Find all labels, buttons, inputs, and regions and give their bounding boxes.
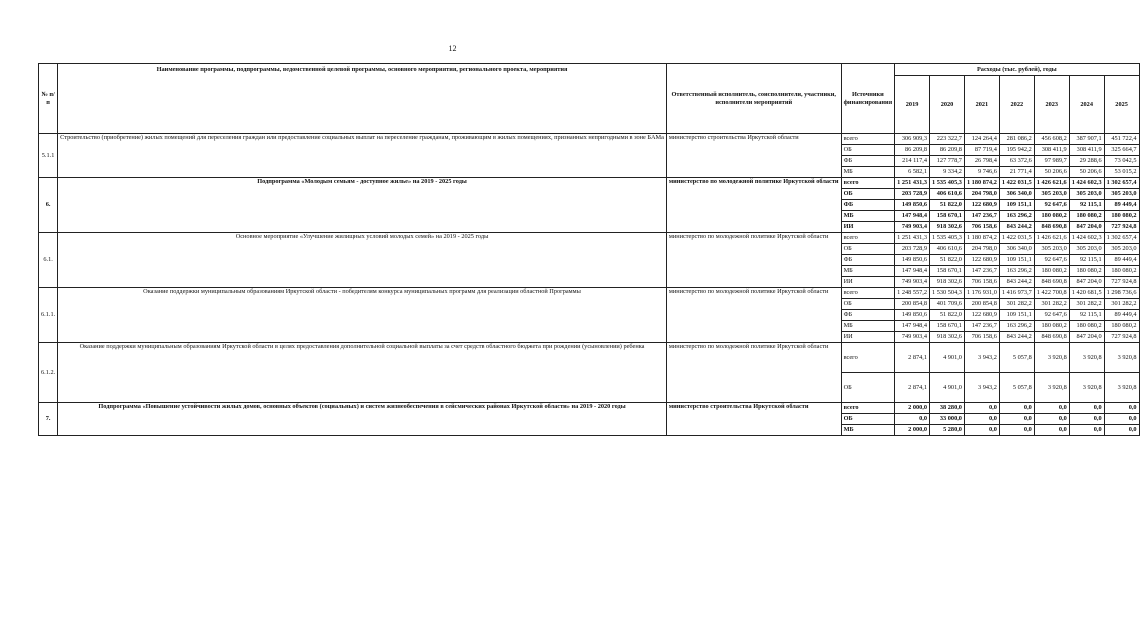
expense-value: 1 251 431,3 xyxy=(895,178,930,189)
expense-value: 147 236,7 xyxy=(964,211,999,222)
expense-value: 147 948,4 xyxy=(895,321,930,332)
expense-value: 706 158,6 xyxy=(964,277,999,288)
expense-value: 1 298 736,6 xyxy=(1104,288,1139,299)
expense-value: 53 015,2 xyxy=(1104,167,1139,178)
header-year: 2023 xyxy=(1034,76,1069,134)
table-row xyxy=(39,288,1140,299)
header-org: Ответственный исполнитель, соисполнители, участники, исполнители мероприятий xyxy=(666,64,841,134)
item-executor: министерство по молодежной политике Иркутской области xyxy=(666,343,841,403)
expense-value: 847 204,0 xyxy=(1069,332,1104,343)
table-row xyxy=(39,233,1140,244)
expense-value: 1 251 431,3 xyxy=(895,233,930,244)
funding-source: МБ xyxy=(841,321,895,332)
expense-value: 749 903,4 xyxy=(895,332,930,343)
expense-value: 9 746,6 xyxy=(964,167,999,178)
expense-value: 706 158,6 xyxy=(964,222,999,233)
expense-value: 124 264,4 xyxy=(964,134,999,145)
funding-source: ОБ xyxy=(841,189,895,200)
funding-source: МБ xyxy=(841,211,895,222)
funding-source: ОБ xyxy=(841,299,895,310)
header-year: 2021 xyxy=(964,76,999,134)
table-row xyxy=(39,134,1140,145)
expense-value: 1 302 657,4 xyxy=(1104,233,1139,244)
expense-value: 163 296,2 xyxy=(999,211,1034,222)
expense-value: 1 422 031,5 xyxy=(999,233,1034,244)
funding-source: МБ xyxy=(841,425,895,436)
funding-source: ОБ xyxy=(841,373,895,403)
expense-value: 3 920,8 xyxy=(1104,373,1139,403)
expense-value: 843 244,2 xyxy=(999,277,1034,288)
expense-value: 50 206,6 xyxy=(1034,167,1069,178)
expense-value: 204 798,0 xyxy=(964,189,999,200)
expense-value: 26 798,4 xyxy=(964,156,999,167)
item-code: 6. xyxy=(39,178,58,233)
funding-source: всего xyxy=(841,343,895,373)
expense-value: 1 530 504,3 xyxy=(930,288,965,299)
expense-value: 147 236,7 xyxy=(964,321,999,332)
item-code: 7. xyxy=(39,403,58,436)
expense-value: 38 280,0 xyxy=(930,403,965,414)
expense-value: 5 280,0 xyxy=(930,425,965,436)
expense-value: 147 948,4 xyxy=(895,266,930,277)
funding-source: ОБ xyxy=(841,414,895,425)
expense-value: 2 874,1 xyxy=(895,373,930,403)
expense-value: 92 115,1 xyxy=(1069,310,1104,321)
expense-value: 163 296,2 xyxy=(999,266,1034,277)
funding-source: МБ xyxy=(841,266,895,277)
expense-value: 89 449,4 xyxy=(1104,310,1139,321)
expense-value: 180 080,2 xyxy=(1034,321,1069,332)
expense-value: 305 203,0 xyxy=(1069,189,1104,200)
expense-value: 325 664,7 xyxy=(1104,145,1139,156)
expense-value: 1 535 405,3 xyxy=(930,233,965,244)
funding-source: ФБ xyxy=(841,255,895,266)
expense-value: 109 151,1 xyxy=(999,255,1034,266)
expense-value: 301 282,2 xyxy=(1034,299,1069,310)
funding-source: всего xyxy=(841,134,895,145)
expense-value: 204 798,0 xyxy=(964,244,999,255)
expense-value: 306 909,3 xyxy=(895,134,930,145)
expense-value: 1 180 874,2 xyxy=(964,233,999,244)
table-row xyxy=(39,343,1140,373)
funding-source: ОБ xyxy=(841,145,895,156)
expense-value: 223 322,7 xyxy=(930,134,965,145)
expense-value: 1 302 657,4 xyxy=(1104,178,1139,189)
header-num: № п/п xyxy=(39,64,58,134)
expense-value: 180 080,2 xyxy=(1104,321,1139,332)
funding-source: ФБ xyxy=(841,156,895,167)
item-name: Основное мероприятие «Улучшение жилищных условий молодых семей» на 2019 - 2025 годы xyxy=(58,233,667,288)
header-source: Источники финансирования xyxy=(841,64,895,134)
expense-value: 163 296,2 xyxy=(999,321,1034,332)
expense-value: 0,0 xyxy=(1069,403,1104,414)
expense-value: 200 854,8 xyxy=(895,299,930,310)
expense-value: 180 080,2 xyxy=(1069,321,1104,332)
expense-value: 86 209,8 xyxy=(895,145,930,156)
item-code: 6.1. xyxy=(39,233,58,288)
expense-value: 2 000,0 xyxy=(895,403,930,414)
expense-value: 305 203,0 xyxy=(1104,244,1139,255)
header-year: 2025 xyxy=(1104,76,1139,134)
expense-value: 0,0 xyxy=(1034,403,1069,414)
expense-value: 406 610,6 xyxy=(930,244,965,255)
expense-value: 21 771,4 xyxy=(999,167,1034,178)
expense-value: 727 924,8 xyxy=(1104,277,1139,288)
expense-value: 50 206,6 xyxy=(1069,167,1104,178)
expense-value: 92 647,6 xyxy=(1034,255,1069,266)
expense-value: 0,0 xyxy=(999,403,1034,414)
expense-value: 147 236,7 xyxy=(964,266,999,277)
expense-value: 127 778,7 xyxy=(930,156,965,167)
expense-value: 848 690,8 xyxy=(1034,222,1069,233)
expense-value: 3 920,8 xyxy=(1069,373,1104,403)
funding-source: ФБ xyxy=(841,200,895,211)
expense-value: 3 920,8 xyxy=(1034,373,1069,403)
expense-value: 1 176 931,0 xyxy=(964,288,999,299)
expense-value: 86 209,8 xyxy=(930,145,965,156)
expense-value: 5 057,8 xyxy=(999,343,1034,373)
expense-value: 847 204,0 xyxy=(1069,222,1104,233)
expense-value: 727 924,8 xyxy=(1104,222,1139,233)
expense-value: 3 920,8 xyxy=(1034,343,1069,373)
table-row xyxy=(39,403,1140,414)
expense-value: 51 822,0 xyxy=(930,310,965,321)
expense-value: 1 424 602,3 xyxy=(1069,233,1104,244)
expense-value: 158 670,1 xyxy=(930,266,965,277)
expense-value: 848 690,8 xyxy=(1034,277,1069,288)
expense-value: 456 608,2 xyxy=(1034,134,1069,145)
expense-value: 1 422 700,8 xyxy=(1034,288,1069,299)
expense-value: 1 422 031,5 xyxy=(999,178,1034,189)
funding-source: ИИ xyxy=(841,222,895,233)
expense-value: 1 420 681,5 xyxy=(1069,288,1104,299)
expense-value: 214 117,4 xyxy=(895,156,930,167)
header-year: 2024 xyxy=(1069,76,1104,134)
expense-value: 158 670,1 xyxy=(930,321,965,332)
expense-value: 3 943,2 xyxy=(964,373,999,403)
expense-value: 92 115,1 xyxy=(1069,200,1104,211)
expense-value: 301 282,2 xyxy=(1104,299,1139,310)
expense-value: 4 901,0 xyxy=(930,343,965,373)
expense-value: 92 647,6 xyxy=(1034,310,1069,321)
expense-value: 3 920,8 xyxy=(1069,343,1104,373)
expense-value: 305 203,0 xyxy=(1034,244,1069,255)
expense-value: 180 080,2 xyxy=(1069,266,1104,277)
expense-value: 3 920,8 xyxy=(1104,343,1139,373)
item-code: 6.1.2. xyxy=(39,343,58,403)
item-executor: министерство по молодежной политике Иркутской области xyxy=(666,233,841,288)
expense-value: 305 203,0 xyxy=(1034,189,1069,200)
expense-value: 5 057,8 xyxy=(999,373,1034,403)
expense-value: 200 854,8 xyxy=(964,299,999,310)
expense-value: 0,0 xyxy=(999,414,1034,425)
expense-value: 180 080,2 xyxy=(1034,211,1069,222)
expense-value: 6 582,1 xyxy=(895,167,930,178)
expense-value: 122 680,9 xyxy=(964,200,999,211)
expense-value: 0,0 xyxy=(1034,414,1069,425)
expense-value: 0,0 xyxy=(1104,414,1139,425)
funding-source: всего xyxy=(841,233,895,244)
expense-value: 51 822,0 xyxy=(930,255,965,266)
expense-value: 149 850,6 xyxy=(895,310,930,321)
expense-value: 918 302,6 xyxy=(930,332,965,343)
expense-value: 109 151,1 xyxy=(999,200,1034,211)
expense-value: 122 680,9 xyxy=(964,255,999,266)
expense-value: 1 248 557,2 xyxy=(895,288,930,299)
funding-source: всего xyxy=(841,288,895,299)
expense-value: 29 288,6 xyxy=(1069,156,1104,167)
expense-value: 301 282,2 xyxy=(1069,299,1104,310)
expense-value: 73 042,5 xyxy=(1104,156,1139,167)
expense-value: 97 989,7 xyxy=(1034,156,1069,167)
expense-value: 727 924,8 xyxy=(1104,332,1139,343)
expense-value: 0,0 xyxy=(1104,403,1139,414)
budget-table xyxy=(38,63,1140,436)
item-name: Оказание поддержки муниципальным образованиям Иркутской области в целях предоставления дополнительной социальной выплаты за счет средств областного бюджета при рождении (усыновлении) ребенка xyxy=(58,343,667,403)
expense-value: 843 244,2 xyxy=(999,332,1034,343)
expense-value: 203 728,9 xyxy=(895,189,930,200)
item-name: Строительство (приобретение) жилых помещений для переселения граждан или предоставление социальных выплат на переселение гражданам, проживающим в жилых помещениях, признанных непригодными в зоне БАМа xyxy=(58,134,667,178)
expense-value: 308 411,9 xyxy=(1069,145,1104,156)
expense-value: 0,0 xyxy=(1104,425,1139,436)
funding-source: ФБ xyxy=(841,310,895,321)
expense-value: 2 874,1 xyxy=(895,343,930,373)
expense-value: 87 719,4 xyxy=(964,145,999,156)
item-name: Подпрограмма «Молодым семьям - доступное жилье» на 2019 - 2025 годы xyxy=(58,178,667,233)
expense-value: 3 943,2 xyxy=(964,343,999,373)
expense-value: 0,0 xyxy=(1034,425,1069,436)
expense-value: 180 080,2 xyxy=(1104,266,1139,277)
item-code: 6.1.1. xyxy=(39,288,58,343)
expense-value: 1 426 621,6 xyxy=(1034,233,1069,244)
expense-value: 1 535 405,3 xyxy=(930,178,965,189)
expense-value: 301 282,2 xyxy=(999,299,1034,310)
expense-value: 387 907,1 xyxy=(1069,134,1104,145)
item-executor: министерство по молодежной политике Иркутской области xyxy=(666,178,841,233)
expense-value: 122 680,9 xyxy=(964,310,999,321)
expense-value: 1 426 621,6 xyxy=(1034,178,1069,189)
expense-value: 1 424 602,3 xyxy=(1069,178,1104,189)
expense-value: 4 901,0 xyxy=(930,373,965,403)
item-name: Подпрограмма «Повышение устойчивости жилых домов, основных объектов (социальных) и систем жизнеобеспечения в сейсмических районах Иркутской области» на 2019 - 2020 годы xyxy=(58,403,667,436)
expense-value: 109 151,1 xyxy=(999,310,1034,321)
expense-value: 89 449,4 xyxy=(1104,255,1139,266)
expense-value: 1 416 973,7 xyxy=(999,288,1034,299)
expense-value: 306 340,0 xyxy=(999,189,1034,200)
expense-value: 33 000,0 xyxy=(930,414,965,425)
funding-source: всего xyxy=(841,178,895,189)
expense-value: 1 180 874,2 xyxy=(964,178,999,189)
item-executor: министерство строительства Иркутской области xyxy=(666,134,841,178)
expense-value: 749 903,4 xyxy=(895,222,930,233)
expense-value: 308 411,9 xyxy=(1034,145,1069,156)
expense-value: 51 822,0 xyxy=(930,200,965,211)
expense-value: 843 244,2 xyxy=(999,222,1034,233)
table-row xyxy=(39,178,1140,189)
header-year: 2022 xyxy=(999,76,1034,134)
expense-value: 406 610,6 xyxy=(930,189,965,200)
expense-value: 180 080,2 xyxy=(1069,211,1104,222)
expense-value: 306 340,0 xyxy=(999,244,1034,255)
funding-source: МБ xyxy=(841,167,895,178)
page-number: 12 xyxy=(448,44,457,53)
expense-value: 0,0 xyxy=(895,414,930,425)
expense-value: 0,0 xyxy=(964,403,999,414)
expense-value: 147 948,4 xyxy=(895,211,930,222)
header-name: Наименование программы, подпрограммы, ведомственной целевой программы, основного мероприятия, регионального проекта, мероприятия xyxy=(58,64,667,134)
header-year: 2019 xyxy=(895,76,930,134)
expense-value: 918 302,6 xyxy=(930,277,965,288)
expense-value: 281 086,2 xyxy=(999,134,1034,145)
expense-value: 847 204,0 xyxy=(1069,277,1104,288)
expense-value: 92 647,6 xyxy=(1034,200,1069,211)
expense-value: 149 850,6 xyxy=(895,200,930,211)
expense-value: 0,0 xyxy=(1069,414,1104,425)
expense-value: 706 158,6 xyxy=(964,332,999,343)
expense-value: 451 722,4 xyxy=(1104,134,1139,145)
expense-value: 89 449,4 xyxy=(1104,200,1139,211)
expense-value: 749 903,4 xyxy=(895,277,930,288)
item-executor: министерство строительства Иркутской области xyxy=(666,403,841,436)
expense-value: 195 942,2 xyxy=(999,145,1034,156)
item-code: 5.1.1 xyxy=(39,134,58,178)
expense-value: 2 000,0 xyxy=(895,425,930,436)
expense-value: 848 690,8 xyxy=(1034,332,1069,343)
item-executor: министерство по молодежной политике Иркутской области xyxy=(666,288,841,343)
expense-value: 0,0 xyxy=(999,425,1034,436)
header-expenses: Расходы (тыс. рублей), годы xyxy=(895,64,1139,76)
funding-source: ИИ xyxy=(841,277,895,288)
expense-value: 305 203,0 xyxy=(1104,189,1139,200)
expense-value: 92 115,1 xyxy=(1069,255,1104,266)
funding-source: всего xyxy=(841,403,895,414)
expense-value: 180 080,2 xyxy=(1034,266,1069,277)
expense-value: 9 334,2 xyxy=(930,167,965,178)
funding-source: ИИ xyxy=(841,332,895,343)
header-year: 2020 xyxy=(930,76,965,134)
expense-value: 0,0 xyxy=(964,414,999,425)
expense-value: 401 709,6 xyxy=(930,299,965,310)
expense-value: 180 080,2 xyxy=(1104,211,1139,222)
expense-value: 0,0 xyxy=(964,425,999,436)
expense-value: 305 203,0 xyxy=(1069,244,1104,255)
expense-value: 203 728,9 xyxy=(895,244,930,255)
expense-value: 63 372,6 xyxy=(999,156,1034,167)
item-name: Оказание поддержки муниципальным образованиям Иркутской области - победителям конкурса муниципальных программ для реализации областной Программы xyxy=(58,288,667,343)
funding-source: ОБ xyxy=(841,244,895,255)
expense-value: 0,0 xyxy=(1069,425,1104,436)
expense-value: 918 302,6 xyxy=(930,222,965,233)
expense-value: 158 670,1 xyxy=(930,211,965,222)
expense-value: 149 850,6 xyxy=(895,255,930,266)
